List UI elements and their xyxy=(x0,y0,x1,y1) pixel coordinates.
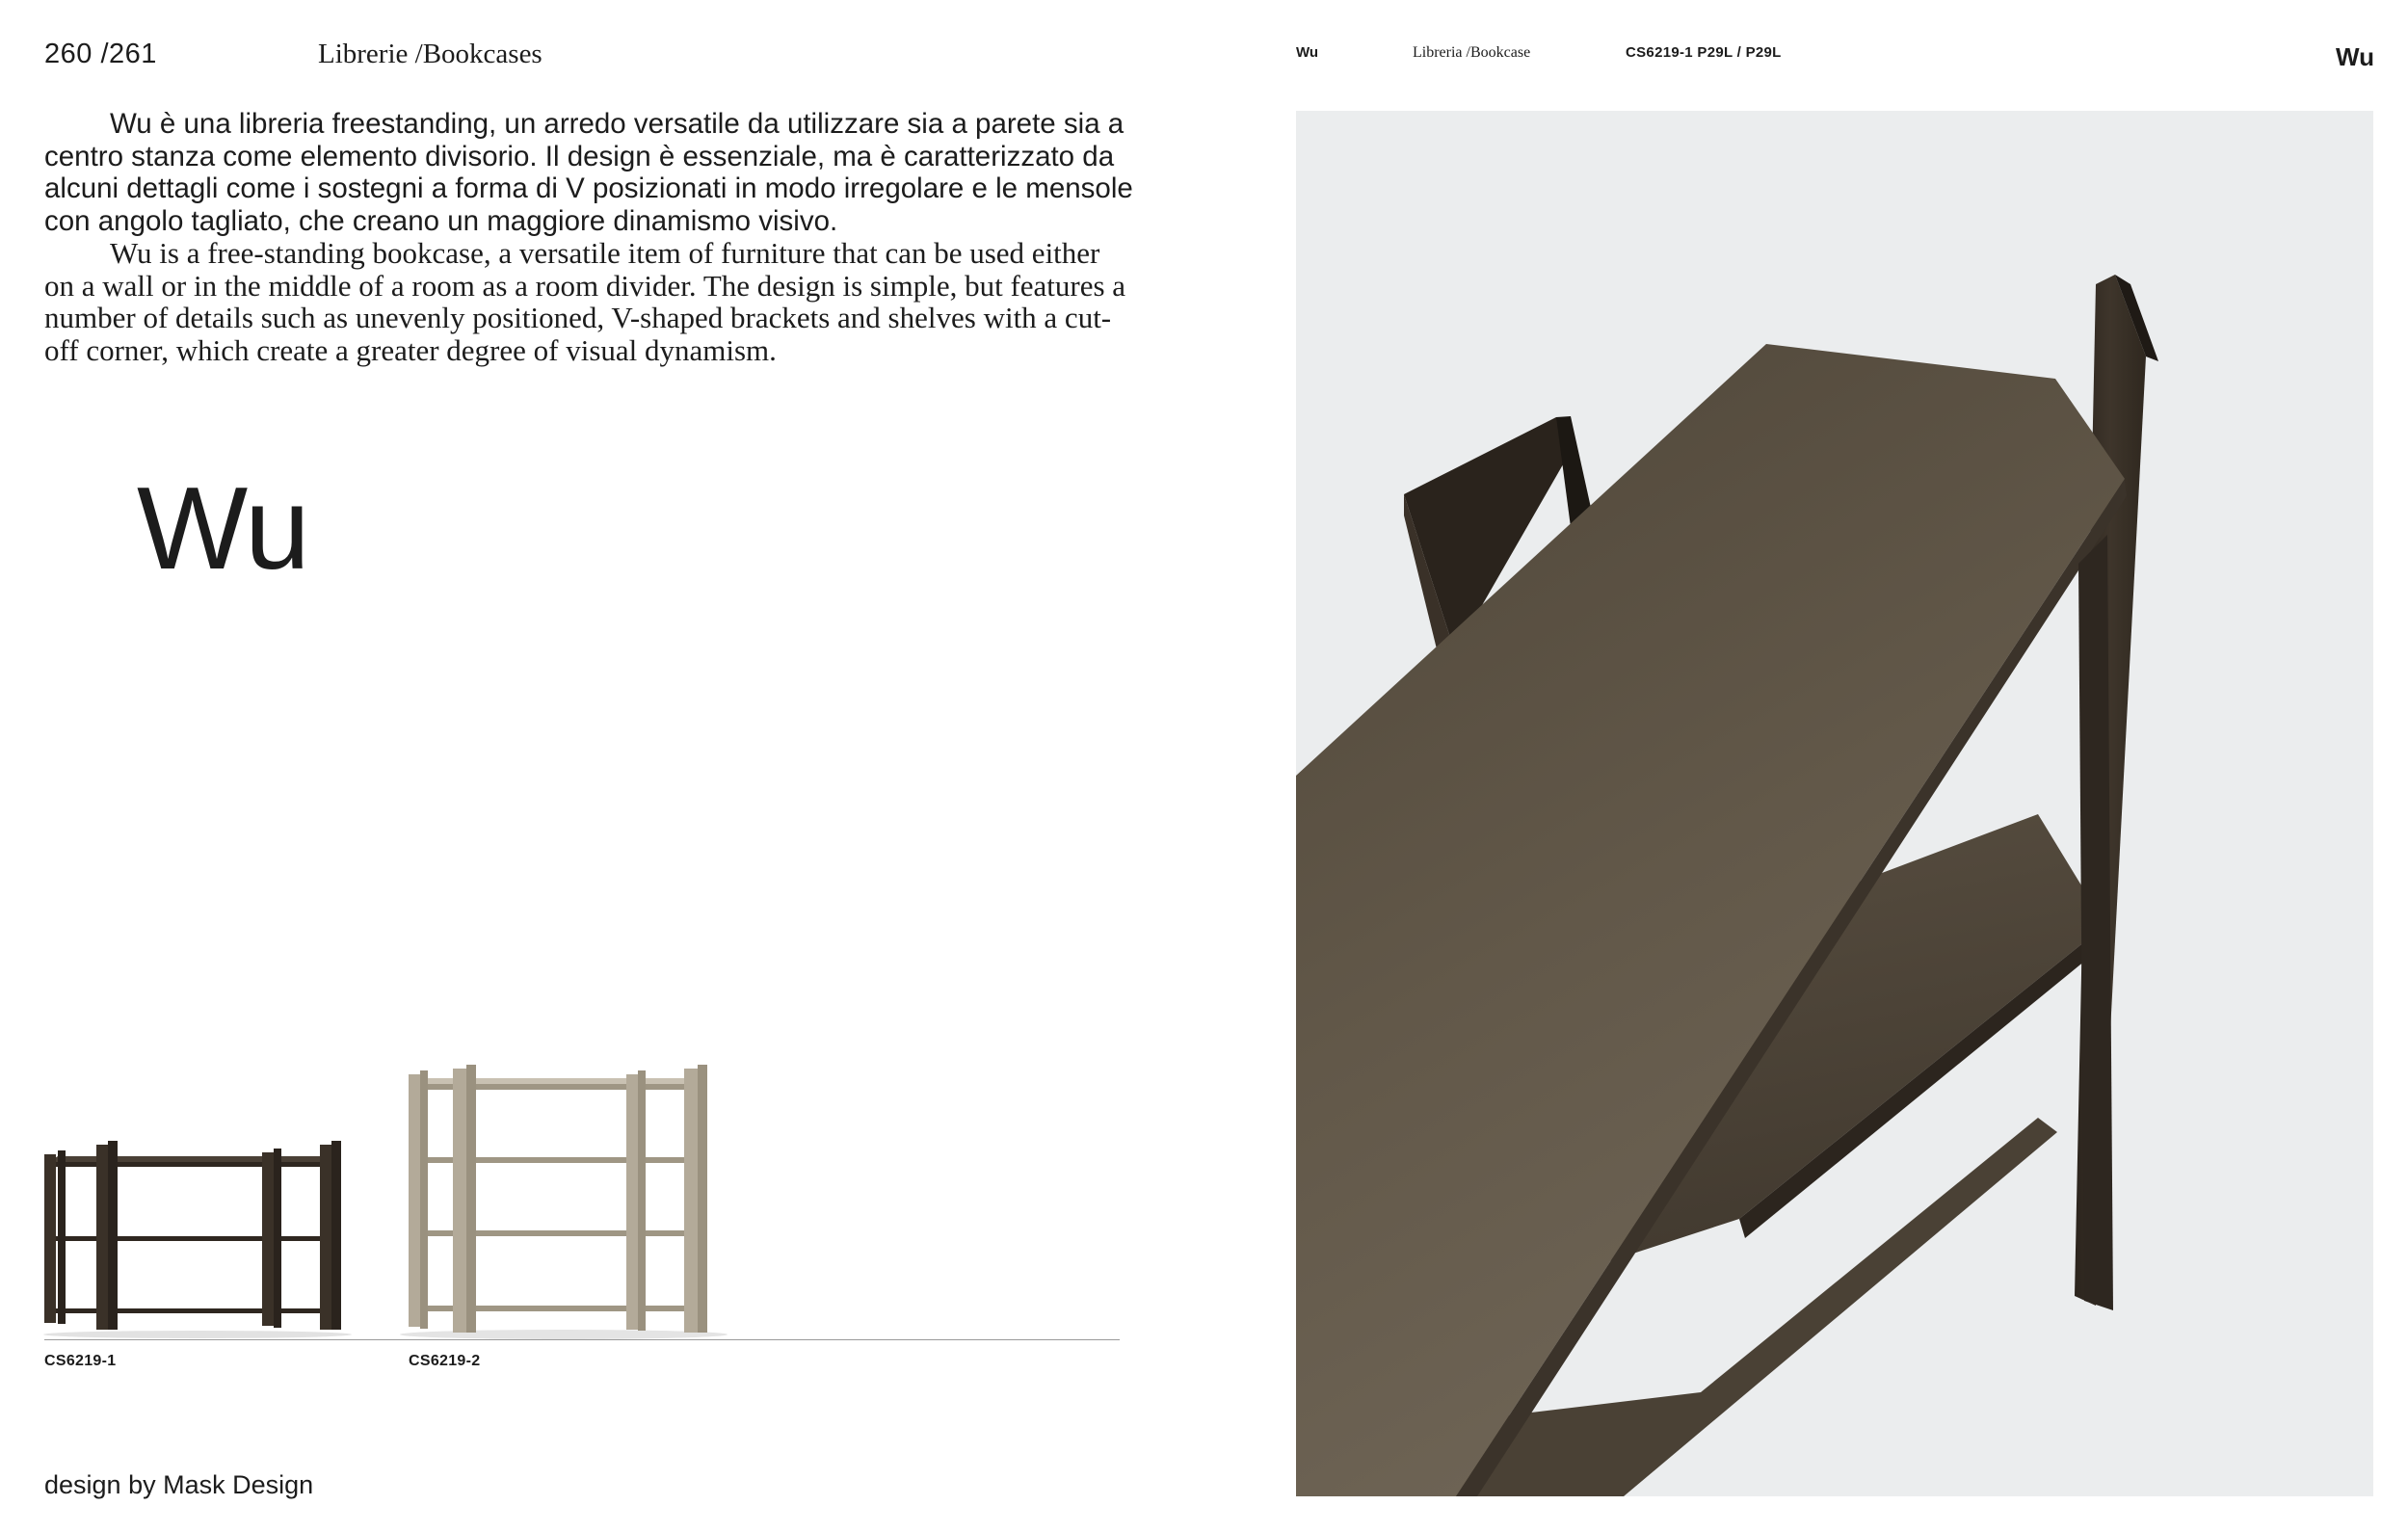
product-photo xyxy=(1296,111,2373,1496)
intro-paragraph-italian: Wu è una libreria freestanding, un arredo versatile da utilizzare sia a parete sia a centro stanza come elemento divisorio. Il design è essenziale, ma è caratterizzato da alcuni dettagli come i sostegni a forma di V posizionati in modo irregolare e le mensole con angolo tagliato, che creano un maggiore dinamismo visivo. xyxy=(44,108,1133,237)
variant-1-code: CS6219-1 xyxy=(44,1353,117,1369)
variant-2-code: CS6219-2 xyxy=(409,1353,481,1369)
product-title: Wu xyxy=(137,462,309,594)
front-post xyxy=(2078,535,2113,1310)
page-number: 260 /261 xyxy=(44,39,157,69)
header-product-mark: Wu xyxy=(2336,42,2374,71)
intro-paragraph-english: Wu is a free-standing bookcase, a versatile item of furniture that can be used either on a wall or in the middle of a room as a room divider. The design is simple, but features a number of details such as unevenly positioned, V-shaped brackets and shelves with a cut-off corner, which create a greater degree of visual dynamism. xyxy=(44,236,1126,367)
header-product-code: CS6219-1 P29L / P29L xyxy=(1626,44,1782,61)
variant-2-bookcase xyxy=(400,1065,728,1339)
variant-2-image xyxy=(395,1065,732,1339)
header-product-name: Wu xyxy=(1296,44,1319,61)
variant-1-image xyxy=(39,1135,357,1339)
variant-1-bookcase xyxy=(43,1141,352,1338)
variants-divider xyxy=(44,1339,1120,1340)
designer-credit: design by Mask Design xyxy=(44,1470,314,1499)
header-category: Libreria /Bookcase xyxy=(1413,44,1531,61)
section-title: Librerie /Bookcases xyxy=(318,39,542,69)
